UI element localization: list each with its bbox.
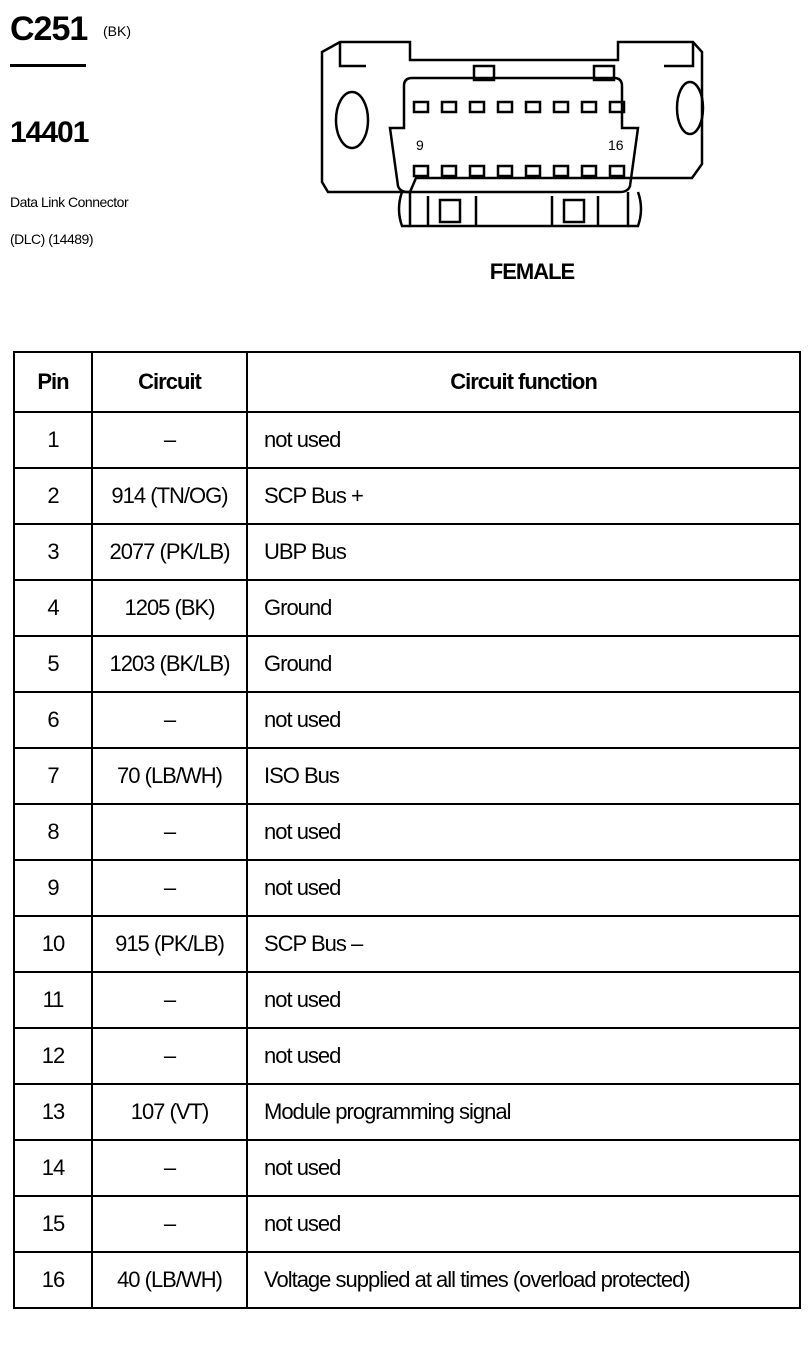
- pin-cell: 3: [14, 524, 92, 580]
- pin-cell: 5: [14, 636, 92, 692]
- circuit-cell: –: [92, 972, 247, 1028]
- table-row: [14, 524, 800, 580]
- bottom-pin-row: [414, 166, 624, 176]
- table-row: [14, 804, 800, 860]
- pin-cell: 10: [14, 916, 92, 972]
- function-cell: not used: [247, 412, 800, 468]
- table-row: [14, 636, 800, 692]
- function-cell: Module programming signal: [247, 1084, 800, 1140]
- table-row: [14, 860, 800, 916]
- pin-cell: 11: [14, 972, 92, 1028]
- pin-9-label: 9: [416, 137, 424, 153]
- table-row: [14, 1196, 800, 1252]
- function-cell: ISO Bus: [247, 748, 800, 804]
- function-cell: not used: [247, 860, 800, 916]
- function-cell: SCP Bus +: [247, 468, 800, 524]
- circuit-cell: 914 (TN/OG): [92, 468, 247, 524]
- pin-cell: 14: [14, 1140, 92, 1196]
- pin-cell: 1: [14, 412, 92, 468]
- right-mounting-ear: [677, 82, 703, 134]
- pin-cell: 4: [14, 580, 92, 636]
- circuit-cell: 915 (PK/LB): [92, 916, 247, 972]
- connector-housing: [322, 42, 702, 226]
- circuit-cell: –: [92, 1196, 247, 1252]
- function-cell: UBP Bus: [247, 524, 800, 580]
- table-row: [14, 1028, 800, 1084]
- pin-cell: 15: [14, 1196, 92, 1252]
- circuit-cell: 1205 (BK): [92, 580, 247, 636]
- header-pin: Pin: [14, 352, 92, 412]
- pin-cell: 9: [14, 860, 92, 916]
- table-row: [14, 1140, 800, 1196]
- top-pin-row: [414, 102, 624, 112]
- header-circuit-function: Circuit function: [247, 352, 800, 412]
- circuit-cell: –: [92, 692, 247, 748]
- function-cell: SCP Bus –: [247, 916, 800, 972]
- table-row: [14, 916, 800, 972]
- circuit-cell: –: [92, 860, 247, 916]
- circuit-cell: 70 (LB/WH): [92, 748, 247, 804]
- table-row: [14, 1084, 800, 1140]
- connector-id-underline: [10, 64, 86, 67]
- connector-description: Data Link Connector: [10, 194, 129, 210]
- circuit-cell: –: [92, 412, 247, 468]
- connector-gender-label: FEMALE: [489, 259, 575, 284]
- table-row: [14, 748, 800, 804]
- connector-face-diagram: [318, 36, 718, 248]
- pin-cell: 8: [14, 804, 92, 860]
- function-cell: not used: [247, 1196, 800, 1252]
- connector-color-code: (BK): [103, 23, 131, 39]
- pinout-table: [13, 351, 801, 1309]
- part-number: 14401: [10, 116, 89, 149]
- function-cell: not used: [247, 1140, 800, 1196]
- connector-id: C251: [10, 10, 88, 48]
- function-cell: Ground: [247, 580, 800, 636]
- pin-cell: 13: [14, 1084, 92, 1140]
- connector-header: [0, 0, 811, 340]
- pin-cell: 7: [14, 748, 92, 804]
- function-cell: not used: [247, 1028, 800, 1084]
- circuit-cell: 107 (VT): [92, 1084, 247, 1140]
- circuit-cell: –: [92, 804, 247, 860]
- connector-description-ref: (DLC) (14489): [10, 231, 93, 247]
- circuit-cell: –: [92, 1028, 247, 1084]
- circuit-cell: 1203 (BK/LB): [92, 636, 247, 692]
- circuit-cell: 2077 (PK/LB): [92, 524, 247, 580]
- pin-cell: 2: [14, 468, 92, 524]
- table-row: [14, 468, 800, 524]
- table-row: [14, 580, 800, 636]
- table-header-row: [14, 352, 800, 412]
- left-mounting-ear: [336, 92, 368, 148]
- circuit-cell: 40 (LB/WH): [92, 1252, 247, 1308]
- circuit-cell: –: [92, 1140, 247, 1196]
- header-circuit: Circuit: [92, 352, 247, 412]
- function-cell: not used: [247, 804, 800, 860]
- pin-cell: 16: [14, 1252, 92, 1308]
- pinout-table-body: [14, 412, 800, 1308]
- pin-16-label: 16: [608, 137, 624, 153]
- pin-cell: 6: [14, 692, 92, 748]
- table-row: [14, 692, 800, 748]
- pin-cell: 12: [14, 1028, 92, 1084]
- table-row: [14, 972, 800, 1028]
- table-row: [14, 412, 800, 468]
- table-row: [14, 1252, 800, 1308]
- function-cell: not used: [247, 972, 800, 1028]
- function-cell: Ground: [247, 636, 800, 692]
- function-cell: Voltage supplied at all times (overload protected): [247, 1252, 800, 1308]
- function-cell: not used: [247, 692, 800, 748]
